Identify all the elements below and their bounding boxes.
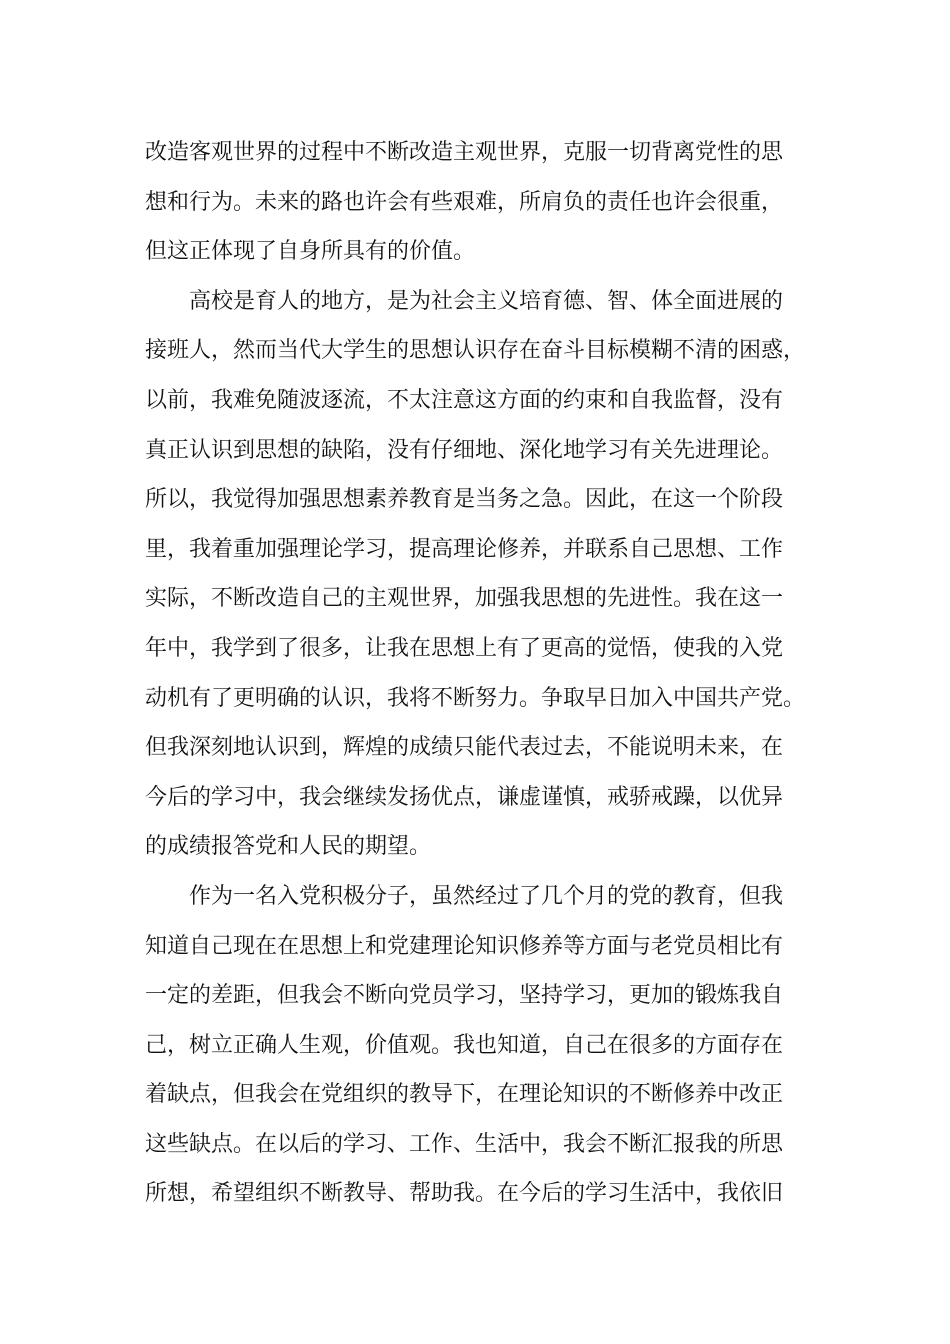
text-line: 改造客观世界的过程中不断改造主观世界，克服一切背离党性的思 xyxy=(145,140,784,165)
text-line: 动机有了更明确的认识，我将不断努力。争取早日加入中国共产党。 xyxy=(145,685,806,711)
text-line: 里，我着重加强理论学习，提高理论修养，并联系自己思想、工作 xyxy=(145,536,784,562)
text-line: 着缺点，但我会在党组织的教导下，在理论知识的不断修养中改正 xyxy=(145,1082,784,1108)
paragraph-2 xyxy=(145,277,825,872)
text-line: 想和行为。未来的路也许会有些艰难，所肩负的责任也许会很重， xyxy=(145,189,784,215)
text-line: 今后的学习中，我会继续发扬优点，谦虚谨慎，戒骄戒躁，以优异 xyxy=(145,784,784,810)
document-body xyxy=(145,128,825,1219)
text-line: 的成绩报答党和人民的期望。 xyxy=(145,834,432,860)
text-line: 但这正体现了自身所具有的价值。 xyxy=(145,239,476,265)
paragraph-1 xyxy=(145,128,825,277)
text-line: 所想，希望组织不断教导、帮助我。在今后的学习生活中，我依旧 xyxy=(145,1181,784,1207)
text-line: 这些缺点。在以后的学习、工作、生活中，我会不断汇报我的所思 xyxy=(145,1131,784,1157)
paragraph-3 xyxy=(145,872,825,1219)
text-line: 实际，不断改造自己的主观世界，加强我思想的先进性。我在这一 xyxy=(145,586,784,612)
text-line: 作为一名入党积极分子，虽然经过了几个月的党的教育，但我 xyxy=(189,883,784,909)
text-line: 接班人，然而当代大学生的思想认识存在奋斗目标模糊不清的困惑， xyxy=(145,338,806,364)
text-line: 真正认识到思想的缺陷，没有仔细地、深化地学习有关先进理论。 xyxy=(145,437,784,463)
text-line: 知道自己现在在思想上和党建理论知识修养等方面与老党员相比有 xyxy=(145,933,784,959)
text-line: 以前，我难免随波逐流，不太注意这方面的约束和自我监督，没有 xyxy=(145,387,784,413)
text-line: 但我深刻地认识到，辉煌的成绩只能代表过去，不能说明未来，在 xyxy=(145,735,784,761)
text-line: 年中，我学到了很多，让我在思想上有了更高的觉悟，使我的入党 xyxy=(145,635,784,661)
text-line: 所以，我觉得加强思想素养教育是当务之急。因此，在这一个阶段 xyxy=(145,487,784,513)
text-line: 一定的差距，但我会不断向党员学习，坚持学习，更加的锻炼我自 xyxy=(145,983,784,1009)
text-line: 己，树立正确人生观，价值观。我也知道，自己在很多的方面存在 xyxy=(145,1032,784,1058)
text-line: 高校是育人的地方，是为社会主义培育德、智、体全面进展的 xyxy=(189,288,784,314)
